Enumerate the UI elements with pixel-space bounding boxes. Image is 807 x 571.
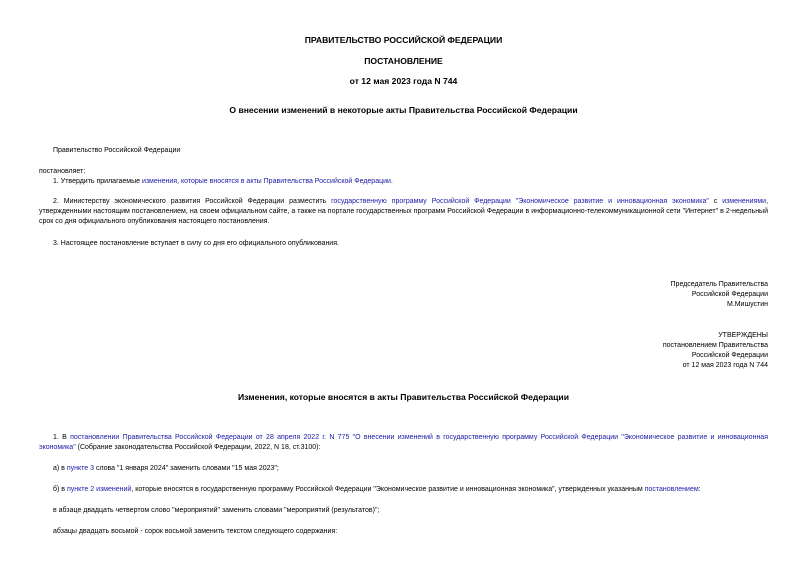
changes-line-c: в абзаце двадцать четвертом слово "мероприятий" заменить словами "мероприятий (результатов)"; <box>53 507 380 514</box>
p1-end: . <box>390 178 393 185</box>
item1-rest: (Собрание законодательства Российской Федерации, 2022, N 18, ст.3100): <box>75 444 321 451</box>
p2-rest: , утвержденными настоящим постановлением, на своем официальном сайте, а также на портале государственных программ Российской Федерации в информационно-телекоммуникационной сети "Интернет" в 2-недельный срок со дня официального опубликования настоящего постановления. <box>39 198 769 225</box>
paragraph-1 <box>53 177 393 187</box>
changes-sub-b <box>53 485 701 495</box>
clause-2-link[interactable]: пункте 2 <box>66 486 95 493</box>
doc-title: О внесении изменений в некоторые акты Правительства Российской Федерации <box>229 105 578 115</box>
paragraph-2 <box>39 197 768 227</box>
changes-link[interactable]: изменения, которые вносятся в акты Правительства Российской Федерации <box>141 178 391 185</box>
gov-line: Правительство Российской Федерации <box>53 147 181 154</box>
p2-text: 2. Министерству экономического развития Российской Федерации разместить <box>53 198 332 205</box>
clause-3-link[interactable]: пункте 3 <box>66 465 94 472</box>
changes-title: Изменения, которые вносятся в акты Правительства Российской Федерации <box>237 392 569 402</box>
item1-text: 1. В <box>53 434 71 441</box>
sub-b-mid: , которые вносятся в государственную программу Российской Федерации "Экономическое развитие и инновационная экономика", утвержденных указанным <box>131 486 645 493</box>
resolution-link[interactable]: постановлением <box>644 486 699 493</box>
sub-a-text: а) в <box>53 465 67 472</box>
doc-type: ПОСТАНОВЛЕНИЕ <box>364 56 443 66</box>
changes-list-link[interactable]: изменений <box>96 486 132 493</box>
signer-title: Председатель Правительства <box>670 281 768 288</box>
sub-a-rest: слова "1 января 2024" заменить словами "15 мая 2023"; <box>94 465 279 472</box>
org-name: ПРАВИТЕЛЬСТВО РОССИЙСКОЙ ФЕДЕРАЦИИ <box>304 35 503 45</box>
paragraph-3: 3. Настоящее постановление вступает в силу со дня его официального опубликования. <box>53 240 339 247</box>
sub-b-end: : <box>698 486 701 493</box>
p2-mid: с <box>708 198 723 205</box>
signer-org: Российской Федерации <box>691 291 768 298</box>
changes-line-d: абзацы двадцать восьмой - сорок восьмой заменить текстом следующего содержания: <box>53 528 338 535</box>
sub-b-text: б) в <box>53 486 67 493</box>
state-program-link[interactable]: государственную программу Российской Федерации "Экономическое развитие и инновационная экономика" <box>331 198 709 205</box>
approval-line-2: постановлением Правительства <box>662 342 768 349</box>
decree-word: постановляет: <box>39 168 86 175</box>
resolution-775-link[interactable]: постановлении Правительства Российской Федерации от 28 апреля 2022 г. N 775 "О внесении изменений в государственную программу Российской Федерации "Экономическое развитие и инновационная экономика" <box>39 434 768 451</box>
p1-text: 1. Утвердить прилагаемые <box>53 178 142 185</box>
changes-item-1 <box>39 433 768 453</box>
approval-heading: УТВЕРЖДЕНЫ <box>718 332 768 339</box>
amendments-link[interactable]: изменениями <box>722 198 767 205</box>
changes-sub-a <box>53 464 279 474</box>
approval-line-3: Российской Федерации <box>691 352 768 359</box>
doc-date: от 12 мая 2023 года N 744 <box>349 76 458 86</box>
approval-line-4: от 12 мая 2023 года N 744 <box>682 362 768 369</box>
signer-name: М.Мишустин <box>726 301 768 308</box>
